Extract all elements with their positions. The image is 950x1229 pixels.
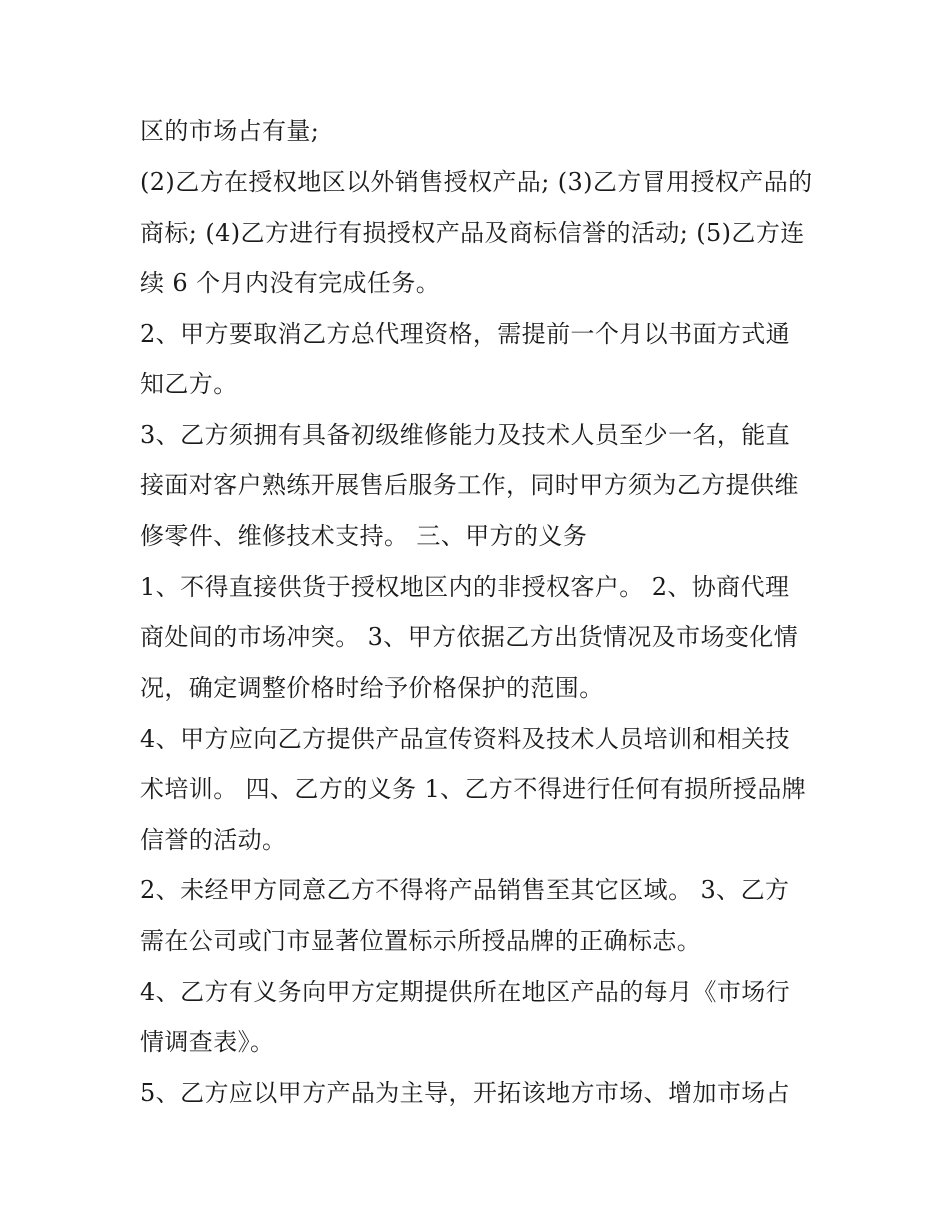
text-line: 况，确定调整价格时给予价格保护的范围。 (140, 674, 604, 702)
text-line: 续 6 个月内没有完成任务。 (140, 269, 441, 297)
text-line: 知乙方。 (140, 370, 238, 398)
text-line: 4、甲方应向乙方提供产品宣传资料及技术人员培训和相关技 (140, 725, 791, 753)
text-line: 术培训。 四、乙方的义务 1、乙方不得进行任何有损所授品牌 (140, 775, 807, 803)
text-line: 2、未经甲方同意乙方不得将产品销售至其它区域。 3、乙方 (140, 876, 790, 904)
text-line: 2、甲方要取消乙方总代理资格，需提前一个月以书面方式通 (140, 320, 791, 348)
text-line: 商处间的市场冲突。 3、甲方依据乙方出货情况及市场变化情 (140, 623, 799, 651)
text-line: 3、乙方须拥有具备初级维修能力及技术人员至少一名，能直 (140, 421, 791, 449)
text-line: 情调查表》。 (140, 1028, 275, 1056)
text-line: 5、乙方应以甲方产品为主导，开拓该地方市场、增加市场占 (140, 1079, 791, 1107)
text-line: 1、不得直接供货于授权地区内的非授权客户。 2、协商代理 (140, 573, 790, 601)
text-line: 商标; (4)乙方进行有损授权产品及商标信誉的活动; (5)乙方连 (140, 219, 805, 247)
text-line: 4、乙方有义务向甲方定期提供所在地区产品的每月《市场行 (140, 978, 791, 1006)
text-line: 修零件、维修技术支持。 三、甲方的义务 (140, 522, 588, 550)
text-line: (2)乙方在授权地区以外销售授权产品; (3)乙方冒用授权产品的 (140, 168, 813, 196)
text-line: 区的市场占有量; (140, 117, 320, 145)
text-line: 接面对客户熟练开展售后服务工作，同时甲方须为乙方提供维 (140, 471, 799, 499)
text-line: 信誉的活动。 (140, 826, 287, 854)
text-line: 需在公司或门市显著位置标示所授品牌的正确标志。 (140, 927, 702, 955)
